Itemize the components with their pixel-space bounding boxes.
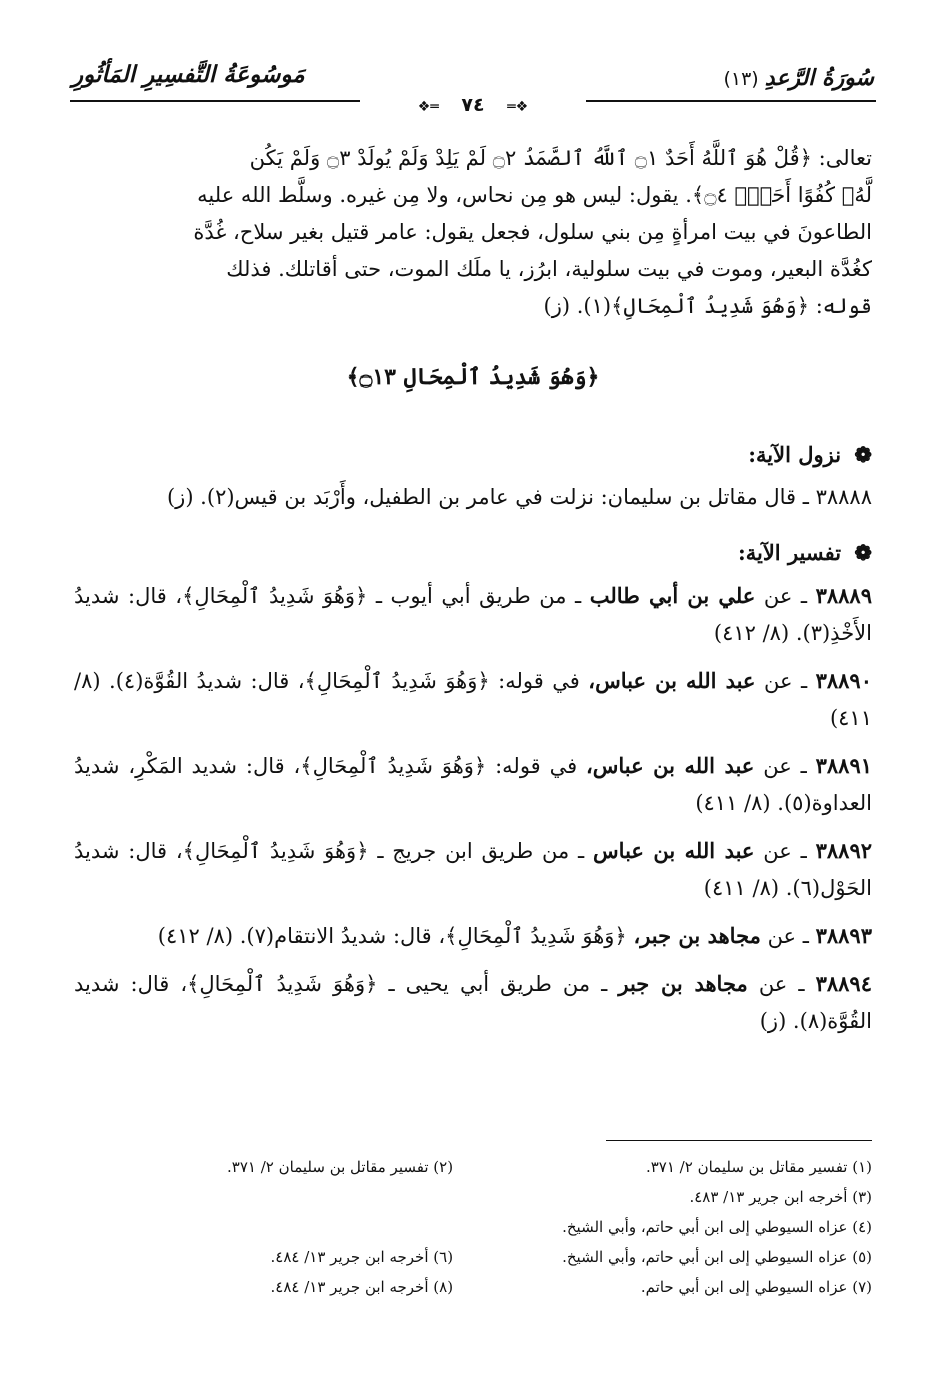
entry-text: ـ من طريق أبي يحيى ـ ﴿وَهُوَ شَدِيدُ ٱلْمِحَالِ﴾، قال: شديد القُوَّة(٨). (ز) [74, 972, 872, 1033]
entry-text: في قوله: ﴿وَهُوَ شَدِيدُ ٱلْمِحَالِ﴾، قال: شديدُ القُوَّة(٤). (٨/ ٤١١) [74, 669, 872, 730]
entry-prefix: ـ عن [763, 754, 807, 778]
narration-entry [74, 662, 872, 737]
narration-entry [74, 832, 872, 907]
narration-entry [74, 577, 872, 652]
footnote-row [74, 1152, 872, 1182]
sura-header [723, 66, 874, 91]
footnote: (١) تفسير مقاتل بن سليمان ٢/ ٣٧١. [645, 1158, 872, 1176]
entry-number: ٣٨٨٩٣ [815, 923, 872, 948]
narrator-name: عبد الله بن عباس، [586, 753, 755, 778]
entry-prefix: ـ عن [767, 924, 809, 948]
footnote: (٧) عزاه السيوطي إلى ابن أبي حاتم. [640, 1278, 872, 1296]
star-icon: ❁ [854, 442, 872, 467]
entry-number: ٣٨٨٩٢ [815, 838, 873, 863]
footnotes [74, 1152, 872, 1302]
footnote-row [74, 1272, 872, 1302]
entry-prefix: ـ عن [758, 972, 805, 996]
paragraph-line: لَّهُۥ كُفُوًا أَحَدٌۢ ۝٤﴾. يقول: ليس هو مِن نحاس، ولا مِن غيره. وسلَّط الله عليه [197, 183, 872, 207]
section-heading [74, 534, 872, 571]
page-number-box [360, 94, 586, 116]
paragraph-line: تعالى: ﴿قُلْ هُوَ ٱللَّهُ أَحَدٌ ۝١ ٱللَّهُ ٱلصَّمَدُ ۝٢ لَمْ يَلِدْ وَلَمْ يُولَدْ ۝٣ وَلَمْ يَكُن [249, 146, 872, 170]
ornament-icon: ═❖ [507, 99, 529, 115]
narration-entry [74, 917, 872, 955]
paragraph-line: قوله: ﴿وَهُوَ شَدِيدُ ٱلْمِحَالِ﴾(١). (ز) [543, 294, 872, 318]
entry-number: ٣٨٨٩٠ [815, 668, 872, 693]
narrator-name: علي بن أبي طالب [589, 583, 756, 608]
section-heading [74, 436, 872, 473]
footnote: (٥) عزاه السيوطي إلى ابن أبي حاتم، وأبي الشيخ. [562, 1248, 872, 1266]
star-icon: ❁ [854, 540, 872, 565]
narration-entry: ٣٨٨٨٨ ـ قال مقاتل بن سليمان: نزلت في عامر بن الطفيل، وأَرْبَد بن قيس(٢). (ز) [166, 485, 872, 509]
book-title: مَوسُوعَةُ التَّفسِيرِ المَأثُورِ [72, 62, 305, 88]
sura-verse: (١٣) [723, 68, 759, 90]
entry-number: ٣٨٨٩٤ [815, 971, 872, 996]
entry-text: ﴿وَهُوَ شَدِيدُ ٱلْمِحَالِ﴾، قال: شديدُ الانتقام(٧). (٨/ ٤١٢) [157, 924, 627, 948]
page-number: ٧٤ [461, 94, 485, 116]
entry-text: ـ من طريق أبي أيوب ـ ﴿وَهُوَ شَدِيدُ ٱلْمِحَالِ﴾، قال: شديدُ الأَخْذِ(٣). (٨/ ٤١٢) [74, 584, 872, 645]
footnote-row [74, 1242, 872, 1272]
footnote: (٣) أخرجه ابن جرير ١٣/ ٤٨٣. [689, 1188, 872, 1206]
footnote-rule [606, 1140, 872, 1141]
footnote: (٦) أخرجه ابن جرير ١٣/ ٤٨٤. [270, 1248, 454, 1266]
footnote: (٢) تفسير مقاتل بن سليمان ٢/ ٣٧١. [227, 1158, 454, 1176]
sura-name: سُورَةُ الرَّعدِ [764, 66, 874, 91]
footnote-row [74, 1212, 872, 1242]
main-text [74, 140, 872, 1050]
narration-entry [74, 965, 872, 1040]
narrator-name: مجاهد بن جبر، [633, 923, 761, 948]
footnote: (٤) عزاه السيوطي إلى ابن أبي حاتم، وأبي الشيخ. [562, 1218, 872, 1236]
narrator-name: عبد الله بن عباس [593, 838, 755, 863]
narrator-name: عبد الله بن عباس، [588, 668, 756, 693]
section-title: نزول الآية: [748, 442, 842, 467]
entry-prefix: ـ عن [763, 839, 807, 863]
entry-number: ٣٨٨٨٩ [815, 583, 872, 608]
narrator-name: مجاهد بن جبر [618, 971, 748, 996]
entry-prefix: ـ عن [763, 584, 808, 608]
narration-entry [74, 747, 872, 822]
entry-text: ـ من طريق ابن جريج ـ ﴿وَهُوَ شَدِيدُ ٱلْمِحَالِ﴾، قال: شديدُ الحَوْل(٦). (٨/ ٤١١) [74, 839, 872, 900]
paragraph-line: كغُدَّة البعير، وموت في بيت سلولية، ابرُز، يا ملَك الموت، حتى أقاتلك. فذلك [226, 257, 872, 281]
entry-number: ٣٨٨٩١ [815, 753, 873, 778]
entry-prefix: ـ عن [763, 669, 808, 693]
footnote-row [74, 1182, 872, 1212]
verse-heading: ﴿وَهُوَ شَدِيدُ ٱلْمِحَالِ ۝١٣﴾ [346, 364, 600, 390]
paragraph-line: الطاعونَ في بيت امرأةٍ مِن بني سلول، فجعل يقول: عامر قتيل بغير سلاح، غُدَّة [193, 220, 872, 244]
entry-text: في قوله: ﴿وَهُوَ شَدِيدُ ٱلْمِحَالِ﴾، قال: شديد المَكْرِ، شديدُ العداوة(٥). (٨/ ٤١١) [74, 754, 872, 815]
footnote: (٨) أخرجه ابن جرير ١٣/ ٤٨٤. [270, 1278, 454, 1296]
section-title: تفسير الآية: [737, 540, 842, 565]
ornament-icon: ❖═ [417, 99, 439, 115]
